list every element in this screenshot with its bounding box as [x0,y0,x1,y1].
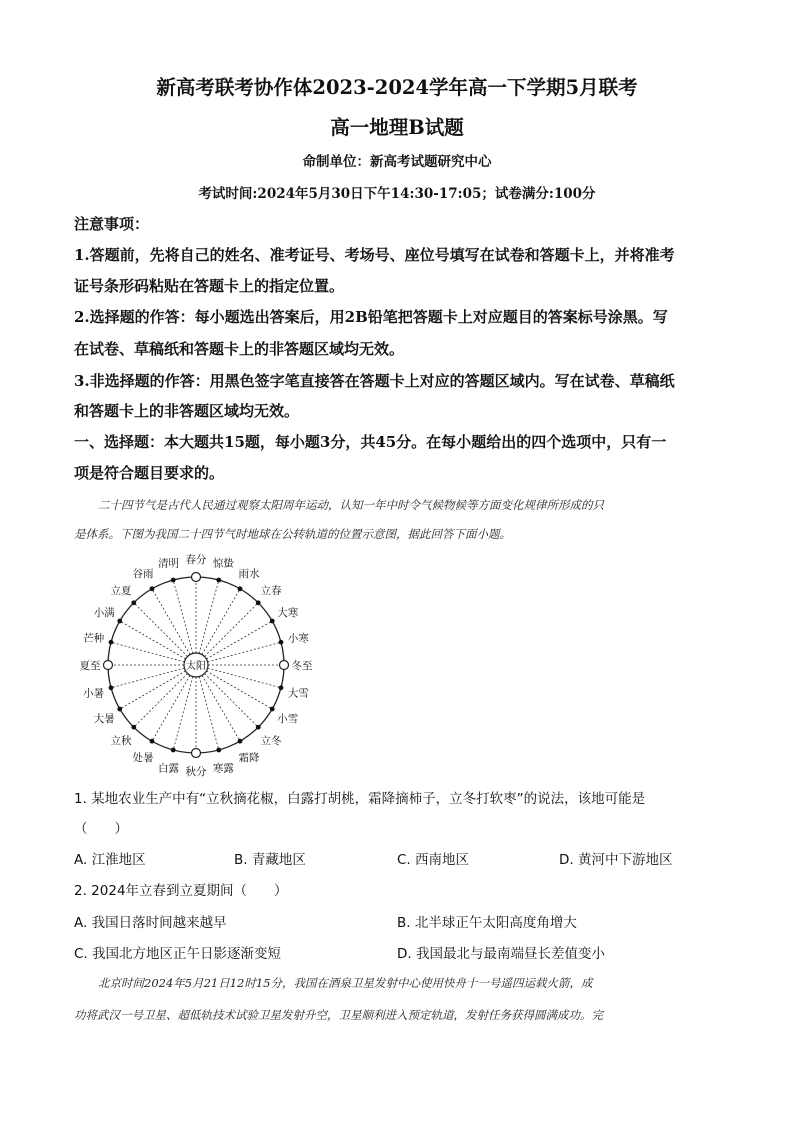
earth-position-dot [270,619,275,624]
section-heading-line-2: 项是符合题目要求的。 [74,464,225,482]
orbit-spoke [196,665,240,741]
orbit-spoke [152,665,196,741]
q2-option-b[interactable]: B. 北半球正午太阳高度角增大 [397,915,577,931]
earth-position-dot [171,748,176,753]
earth-position-dot [216,578,221,583]
material-1-line-1: 二十四节气是古代人民通过观察太阳周年运动，认知一年中时令气候物候等方面变化规律所形成的只 [98,498,604,512]
q1-option-b[interactable]: B. 青藏地区 [234,852,306,868]
solar-term-label: 小雪 [277,713,299,725]
solar-term-label: 立春 [260,585,282,598]
orbit-spoke [196,642,281,665]
earth-position-major [192,573,201,582]
solar-term-label: 立夏 [110,585,132,598]
notice-item-1-line-2: 证号条形码粘贴在答题卡上的指定位置。 [74,277,345,295]
sun-label: 太阳 [186,661,206,672]
q1-bracket: （ ） [74,821,128,837]
q2-option-a[interactable]: A. 我国日落时间越来越早 [74,915,227,931]
solar-term-label: 芒种 [83,632,105,645]
issuer-line: 命制单位：新高考试题研究中心 [302,154,492,170]
q1-stem: 1. 某地农业生产中有“立秋摘花椒，白露打胡桃，霜降摘柿子，立冬打软枣”的说法，该地可能是 [74,791,646,807]
orbit-spoke [196,589,240,665]
notice-heading: 注意事项： [74,215,150,233]
earth-position-dot [279,640,284,645]
q2-option-c[interactable]: C. 我国北方地区正午日影逐渐变短 [74,946,282,962]
solar-term-label: 小寒 [287,632,309,645]
earth-position-major [104,661,113,670]
orbit-spoke [111,642,196,665]
earth-position-dot [238,586,243,591]
solar-term-label: 大寒 [277,607,299,619]
notice-item-3-line-2: 和答题卡上的非答题区域均无效。 [74,402,300,420]
orbit-spoke [111,665,196,688]
solar-term-label: 大暑 [93,713,115,725]
earth-position-dot [238,739,243,744]
solar-term-label: 雨水 [238,568,260,581]
notice-item-2-line-2: 在试卷、草稿纸和答题卡上的非答题区域均无效。 [74,340,405,358]
solar-term-label: 清明 [158,557,180,570]
solar-term-label: 处暑 [132,751,154,764]
solar-term-label: 惊蛰 [212,557,234,570]
solar-term-label: 霜降 [238,751,260,764]
solar-term-label: 小满 [93,607,115,619]
earth-position-dot [117,707,122,712]
solar-term-label: 立冬 [260,734,282,747]
solar-term-label: 立秋 [110,734,132,747]
solar-terms-orbit-diagram [74,552,334,777]
solar-term-label: 夏至 [79,660,101,672]
orbit-spoke [173,580,196,665]
earth-position-dot [150,739,155,744]
earth-position-dot [109,640,114,645]
earth-position-dot [171,578,176,583]
earth-position-dot [131,600,136,605]
notice-item-2-line-1: 2.选择题的作答：每小题选出答案后，用2B铅笔把答题卡上对应题目的答案标号涂黑。写 [74,308,668,326]
orbit-spoke [173,665,196,750]
solar-term-label: 秋分 [185,766,207,777]
orbit-spoke [196,580,219,665]
earth-position-dot [117,619,122,624]
orbit-spoke [196,621,272,665]
solar-term-label: 谷雨 [132,568,154,581]
orbit-spoke [152,589,196,665]
material-2-line-1: 北京时间2024年5月21日12时15分，我国在酒泉卫星发射中心使用快舟十一号遥四运载火箭，成 [98,976,593,990]
exam-title: 新高考联考协作体2023-2024学年高一下学期5月联考 [156,76,638,99]
earth-position-dot [256,600,261,605]
earth-position-dot [150,586,155,591]
exam-subtitle: 高一地理B试题 [330,116,464,139]
section-heading-line-1: 一、选择题：本大题共15题，每小题3分，共45分。在每小题给出的四个选项中，只有一 [74,433,667,451]
orbit-spoke [196,665,219,750]
earth-position-dot [109,685,114,690]
q1-option-c[interactable]: C. 西南地区 [397,852,470,868]
q2-stem: 2. 2024年立春到立夏期间（ ） [74,883,288,899]
solar-term-label: 小暑 [83,687,105,700]
orbit-spoke [134,665,196,727]
orbit-spoke [120,621,196,665]
material-1-line-2: 是体系。下图为我国二十四节气时地球在公转轨道的位置示意图，据此回答下面小题。 [74,527,511,541]
earth-position-dot [131,725,136,730]
solar-term-label: 寒露 [212,762,234,775]
orbit-spoke [196,665,258,727]
earth-position-dot [256,725,261,730]
solar-term-label: 冬至 [291,660,313,672]
earth-position-dot [270,707,275,712]
material-2-line-2: 功将武汉一号卫星、超低轨技术试验卫星发射升空，卫星顺利进入预定轨道，发射任务获得圆满成功。完 [74,1008,603,1022]
earth-position-major [192,749,201,758]
solar-term-label: 春分 [185,554,207,566]
solar-term-label: 白露 [158,762,180,775]
earth-position-major [280,661,289,670]
orbit-spoke [196,665,281,688]
q1-option-d[interactable]: D. 黄河中下游地区 [559,852,673,868]
notice-item-1-line-1: 1.答题前，先将自己的姓名、准考证号、考场号、座位号填写在试卷和答题卡上，并将准考 [74,246,675,264]
orbit-spoke [196,665,272,709]
orbit-spoke [134,603,196,665]
exam-info-line: 考试时间:2024年5月30日下午14:30-17:05；试卷满分:100分 [198,186,596,202]
orbit-spoke [196,603,258,665]
notice-item-3-line-1: 3.非选择题的作答：用黑色签字笔直接答在答题卡上对应的答题区域内。写在试卷、草稿纸 [74,372,675,390]
q1-option-a[interactable]: A. 江淮地区 [74,852,146,868]
q2-option-d[interactable]: D. 我国最北与最南端昼长差值变小 [397,946,605,962]
earth-position-dot [279,685,284,690]
orbit-spoke [120,665,196,709]
solar-term-label: 大雪 [287,687,309,700]
earth-position-dot [216,748,221,753]
